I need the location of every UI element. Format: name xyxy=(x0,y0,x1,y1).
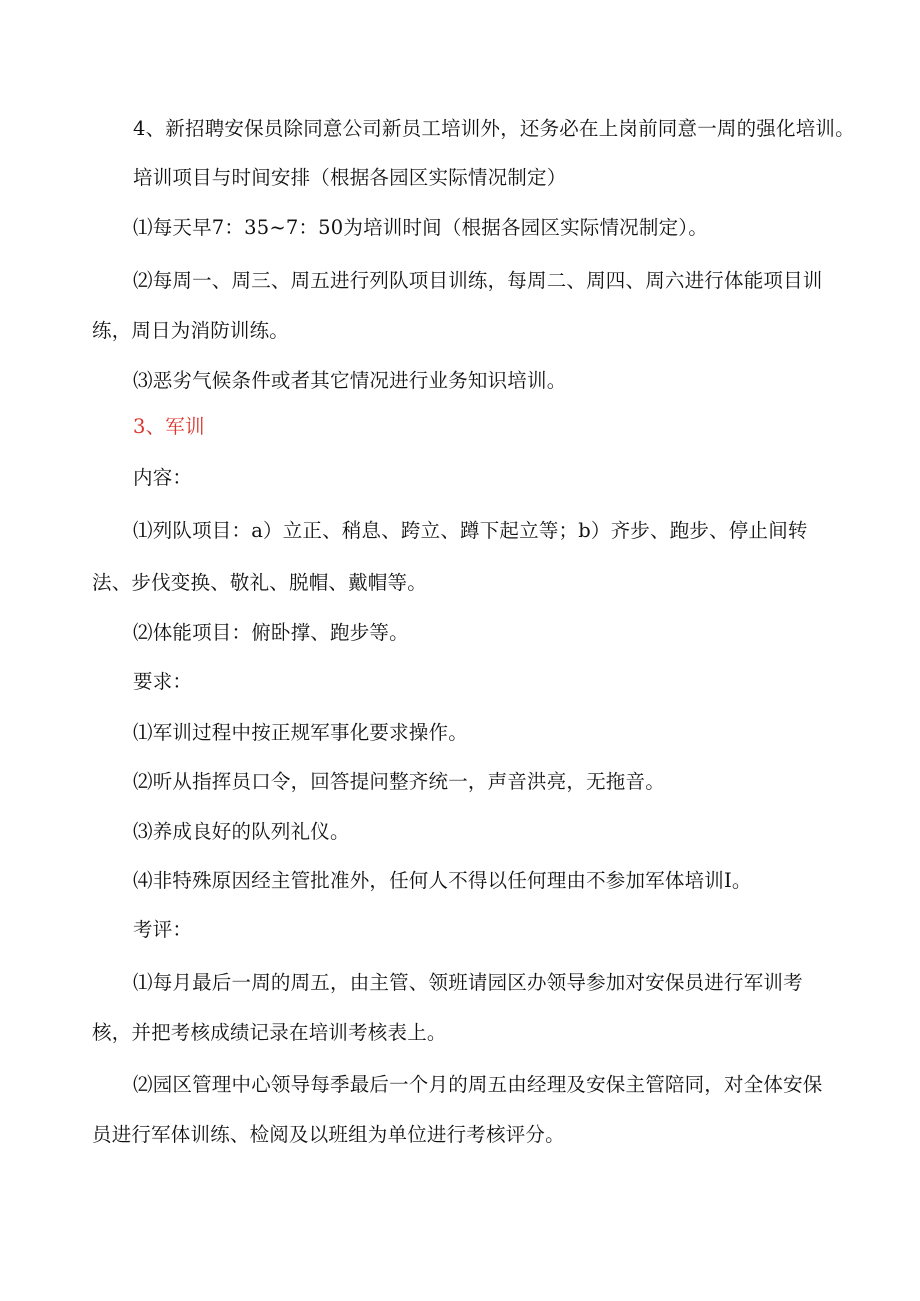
evaluation-item-2-line-1: ⑵园区管理中心领导每季最后一个月的周五由经理及安保主管陪同，对全体安保 xyxy=(133,1073,823,1096)
paragraph-weekly-schedule-line-1: ⑵每周一、周三、周五进行列队项目训练，每周二、周四、周六进行体能项目训 xyxy=(133,269,823,292)
evaluation-item-1-line-2: 核，并把考核成绩记录在培训考核表上。 xyxy=(92,1021,447,1044)
paragraph-bad-weather-training: ⑶恶劣气候条件或者其它情况进行业务知识培训。 xyxy=(133,369,567,392)
requirement-item-3: ⑶养成良好的队列礼仪。 xyxy=(133,820,350,843)
paragraph-fitness-items: ⑵体能项目：俯卧撑、跑步等。 xyxy=(133,621,409,644)
requirement-item-1: ⑴军训过程中按正规军事化要求操作。 xyxy=(133,721,468,744)
section-heading-military-training: 3、军训 xyxy=(133,415,205,438)
label-content: 内容： xyxy=(133,466,193,489)
paragraph-drill-items-line-1: ⑴列队项目：a）立正、稍息、跨立、蹲下起立等；b）齐步、跑步、停止间转 xyxy=(133,519,808,542)
label-requirements: 要求： xyxy=(133,670,193,693)
evaluation-item-1-line-1: ⑴每月最后一周的周五，由主管、领班请园区办领导参加对安保员进行军训考 xyxy=(133,971,803,994)
requirement-item-2: ⑵听从指挥员口令，回答提问整齐统一，声音洪亮，无拖音。 xyxy=(133,770,665,793)
paragraph-weekly-schedule-line-2: 练，周日为消防训练。 xyxy=(92,319,290,342)
paragraph-training-schedule-heading: 培训项目与时间安排（根据各园区实际情况制定） xyxy=(133,166,567,189)
label-evaluation: 考评： xyxy=(133,918,193,941)
evaluation-item-2-line-2: 员进行军体训练、检阅及以班组为单位进行考核评分。 xyxy=(92,1123,565,1146)
paragraph-drill-items-line-2: 法、步伐变换、敬礼、脱帽、戴帽等。 xyxy=(92,571,427,594)
paragraph-daily-training-time: ⑴每天早7：35~7：50为培训时间（根据各园区实际情况制定）。 xyxy=(133,216,708,239)
requirement-item-4: ⑷非特殊原因经主管批准外，任何人不得以任何理由不参加军体培训I。 xyxy=(133,869,752,892)
paragraph-new-recruit-training: 4、新招聘安保员除同意公司新员工培训外，还务必在上岗前同意一周的强化培训。 xyxy=(133,117,855,140)
